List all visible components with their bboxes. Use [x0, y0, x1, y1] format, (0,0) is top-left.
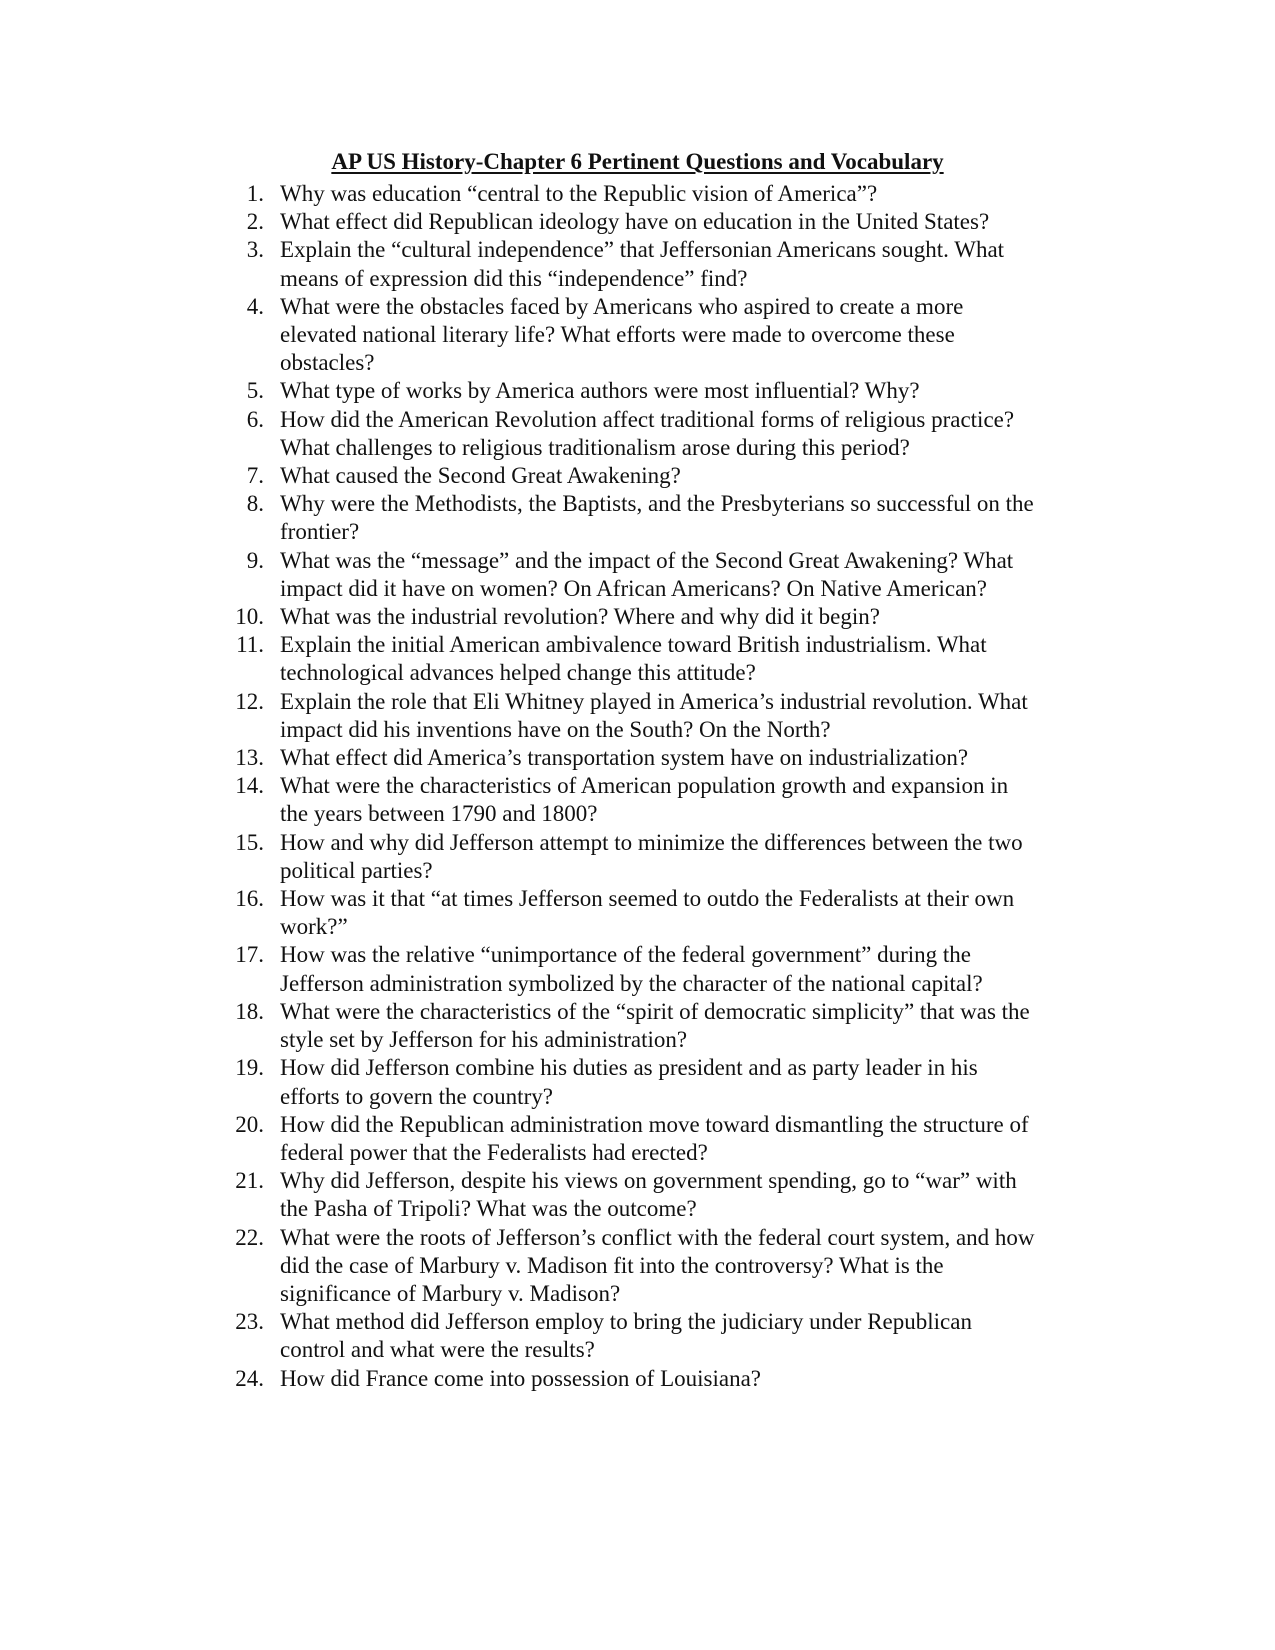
question-line: the years between 1790 and 1800? — [280, 801, 598, 827]
question-line: What were the characteristics of American population growth and expansion in — [280, 773, 1009, 799]
question-item — [224, 885, 1104, 941]
question-line: Explain the role that Eli Whitney played in America’s industrial revolution. What — [280, 688, 1028, 714]
question-number: 13. — [235, 745, 264, 771]
question-text — [264, 236, 1104, 292]
question-line: How did Jefferson combine his duties as president and as party leader in his — [280, 1055, 978, 1081]
question-item — [224, 406, 1104, 462]
question-item — [224, 772, 1104, 828]
question-item — [224, 236, 1104, 292]
question-line: What type of works by America authors were most influential? Why? — [280, 378, 920, 404]
question-number: 20. — [235, 1111, 264, 1137]
question-item — [224, 829, 1104, 885]
question-line: efforts to govern the country? — [280, 1083, 553, 1109]
question-item — [224, 490, 1104, 546]
question-line: How was the relative “unimportance of the federal government” during the — [280, 942, 972, 968]
question-line: impact did his inventions have on the South? On the North? — [280, 716, 831, 742]
question-line: What was the “message” and the impact of the Second Great Awakening? What — [280, 547, 1014, 573]
question-number: 5. — [246, 378, 264, 404]
question-line: How and why did Jefferson attempt to minimize the differences between the two — [280, 829, 1023, 855]
question-text — [264, 1308, 1104, 1364]
question-text — [264, 631, 1104, 687]
question-text — [264, 377, 1104, 405]
question-item — [224, 998, 1104, 1054]
question-line: How did the American Revolution affect traditional forms of religious practice? — [280, 406, 1015, 432]
question-line: Why were the Methodists, the Baptists, and the Presbyterians so successful on the — [280, 491, 1034, 517]
question-item — [224, 180, 1104, 208]
question-line: style set by Jefferson for his administration? — [280, 1027, 688, 1053]
question-text — [264, 744, 1104, 772]
question-item — [224, 377, 1104, 405]
question-line: impact did it have on women? On African Americans? On Native American? — [280, 575, 988, 601]
question-line: Jefferson administration symbolized by the character of the national capital? — [280, 970, 983, 996]
question-number: 17. — [235, 942, 264, 968]
question-number: 16. — [235, 886, 264, 912]
question-item — [224, 1308, 1104, 1364]
question-number: 2. — [246, 209, 264, 235]
question-line: How did the Republican administration move toward dismantling the structure of — [280, 1111, 1029, 1137]
question-line: means of expression did this “independence” find? — [280, 265, 748, 291]
question-text — [264, 293, 1104, 378]
question-line: What challenges to religious traditionalism arose during this period? — [280, 434, 910, 460]
question-number: 21. — [235, 1168, 264, 1194]
question-item — [224, 688, 1104, 744]
question-list — [224, 180, 1104, 1393]
question-number: 6. — [246, 406, 264, 432]
question-line: obstacles? — [280, 350, 375, 376]
question-number: 15. — [235, 829, 264, 855]
question-item — [224, 293, 1104, 378]
question-number: 23. — [235, 1309, 264, 1335]
question-number: 8. — [246, 491, 264, 517]
question-line: What caused the Second Great Awakening? — [280, 463, 681, 489]
question-number: 9. — [246, 547, 264, 573]
question-number: 11. — [236, 632, 264, 658]
question-item — [224, 603, 1104, 631]
question-number: 18. — [235, 998, 264, 1024]
question-line: What was the industrial revolution? Where and why did it begin? — [280, 604, 880, 630]
question-text — [264, 1167, 1104, 1223]
question-number: 22. — [235, 1224, 264, 1250]
question-text — [264, 180, 1104, 208]
question-text — [264, 772, 1104, 828]
question-line: What were the roots of Jefferson’s conflict with the federal court system, and how — [280, 1224, 1035, 1250]
question-text — [264, 1054, 1104, 1110]
question-line: What effect did Republican ideology have on education in the United States? — [280, 209, 990, 235]
question-number: 12. — [235, 688, 264, 714]
question-line: How was it that “at times Jefferson seemed to outdo the Federalists at their own — [280, 886, 1015, 912]
question-number: 24. — [235, 1365, 264, 1391]
question-line: political parties? — [280, 857, 433, 883]
question-item — [224, 208, 1104, 236]
question-text — [264, 941, 1104, 997]
question-item — [224, 1365, 1104, 1393]
question-item — [224, 547, 1104, 603]
question-line: frontier? — [280, 519, 360, 545]
question-line: Explain the initial American ambivalence toward British industrialism. What — [280, 632, 987, 658]
question-line: What were the characteristics of the “spirit of democratic simplicity” that was the — [280, 998, 1030, 1024]
question-item — [224, 941, 1104, 997]
question-line: Explain the “cultural independence” that Jeffersonian Americans sought. What — [280, 237, 1005, 263]
question-text — [264, 998, 1104, 1054]
question-line: elevated national literary life? What efforts were made to overcome these — [280, 322, 955, 348]
question-text — [264, 547, 1104, 603]
question-text — [264, 885, 1104, 941]
question-item — [224, 1167, 1104, 1223]
question-number: 4. — [246, 293, 264, 319]
question-text — [264, 688, 1104, 744]
question-line: technological advances helped change this attitude? — [280, 660, 756, 686]
question-item — [224, 744, 1104, 772]
question-text — [264, 1365, 1104, 1393]
question-number: 10. — [235, 604, 264, 630]
question-line: significance of Marbury v. Madison? — [280, 1280, 621, 1306]
question-number: 19. — [235, 1055, 264, 1081]
question-item — [224, 1054, 1104, 1110]
question-number: 7. — [246, 463, 264, 489]
question-line: control and what were the results? — [280, 1337, 595, 1363]
question-text — [264, 490, 1104, 546]
question-text — [264, 462, 1104, 490]
question-text — [264, 406, 1104, 462]
question-text — [264, 208, 1104, 236]
question-line: did the case of Marbury v. Madison fit into the controversy? What is the — [280, 1252, 944, 1278]
question-number: 3. — [246, 237, 264, 263]
question-line: What were the obstacles faced by Americans who aspired to create a more — [280, 293, 964, 319]
question-line: What method did Jefferson employ to bring the judiciary under Republican — [280, 1309, 972, 1335]
question-line: Why did Jefferson, despite his views on government spending, go to “war” with — [280, 1168, 1017, 1194]
question-text — [264, 829, 1104, 885]
question-line: work?” — [280, 914, 348, 940]
question-item — [224, 1224, 1104, 1309]
document-title: AP US History-Chapter 6 Pertinent Questions and Vocabulary — [331, 149, 944, 174]
question-text — [264, 1111, 1104, 1167]
question-line: federal power that the Federalists had erected? — [280, 1139, 708, 1165]
question-item — [224, 1111, 1104, 1167]
question-line: the Pasha of Tripoli? What was the outcome? — [280, 1196, 697, 1222]
question-item — [224, 462, 1104, 490]
question-line: Why was education “central to the Republic vision of America”? — [280, 181, 878, 206]
question-item — [224, 631, 1104, 687]
question-text — [264, 1224, 1104, 1309]
question-line: How did France come into possession of Louisiana? — [280, 1365, 761, 1391]
question-number: 14. — [235, 773, 264, 799]
question-number: 1. — [246, 181, 264, 206]
question-line: What effect did America’s transportation system have on industrialization? — [280, 745, 969, 771]
question-text — [264, 603, 1104, 631]
